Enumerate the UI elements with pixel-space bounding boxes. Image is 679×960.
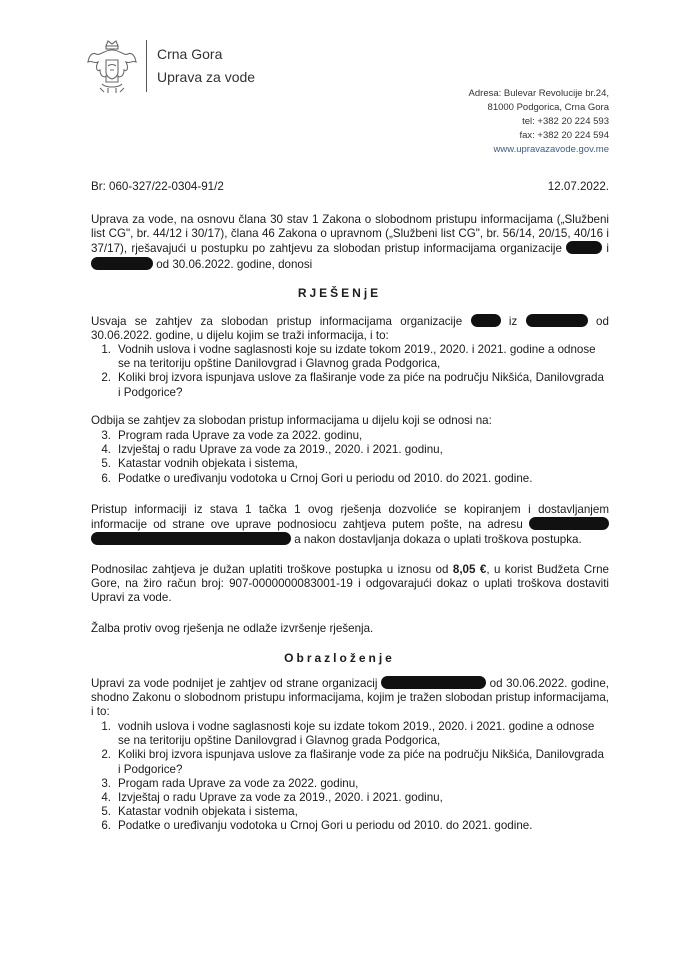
list-item: 6. Podatke o uređivanju vodotoka u Crnoj Gori u periodu od 2010. do 2021. godine. — [101, 471, 533, 485]
reject-paragraph: Odbija se zahtjev za slobodan pristup informacijama u dijelu koji se odnosi na: — [91, 414, 492, 427]
redacted-address — [91, 532, 291, 545]
requested-items-list — [91, 720, 609, 834]
address-line-1: Adresa: Bulevar Revolucije br.24, — [468, 88, 609, 99]
costs-paragraph: Podnosilac zahtjeva je dužan uplatiti troškove postupka u iznosu od 8,05 €, u korist Budžeta Crne Gore, na žiro račun broj: 907-0000000083001-19 i odgovarajući dokaz o uplati troškova dostaviti Upravi za vode. — [91, 563, 609, 605]
list-item: 6. Podatke o uređivanju vodotoka u Crnoj Gori u periodu od 2010. do 2021. godine. — [101, 819, 533, 833]
redacted-organization — [471, 314, 501, 327]
website-link[interactable]: www.upravazavode.gov.me — [493, 144, 609, 155]
list-item: 3. Progam rada Uprave za vode za 2022. godinu, — [101, 776, 359, 790]
approved-items-list — [91, 343, 609, 400]
country-name: Crna Gora — [157, 46, 223, 62]
agency-name: Uprava za vode — [157, 69, 256, 85]
contact-block — [469, 87, 609, 157]
list-item: 5. Katastar vodnih objekata i sistema, — [101, 805, 298, 819]
access-paragraph: Pristup informaciji iz stava 1 tačka 1 ovog rješenja dozvoliće se kopiranjem i dostavljanjem informacije od strane ove uprave podnosiocu zahtjeva putem pošte, na adresu a nakon dostavljanja dokaza o uplati troškova postupka. — [91, 503, 609, 547]
document-date: 12.07.2022. — [547, 180, 609, 193]
intro-paragraph: Uprava za vode, na osnovu člana 30 stav 1 Zakona o slobodnom pristupu informacijama („Službeni list CG", br. 44/12 i 30/17), člana 46 Zakona o upravnom („Službeni list CG", br. 56/14, 20/15, 40/16 i 37/17), rješavajući u postupku po zahtjevu za slobodan pristup informacijama organizacije i od 30.06.2022. godine, donosi — [91, 213, 609, 271]
decision-heading: RJEŠENjE — [297, 286, 382, 300]
redacted-location — [91, 257, 153, 270]
coat-of-arms-icon — [86, 38, 138, 94]
reference-number: Br: 060-327/22-0304-91/2 — [91, 180, 224, 193]
list-item: 4. Izvještaj o radu Uprave za vode za 2019., 2020. i 2021. godinu, — [101, 443, 443, 457]
cost-amount: 8,05 € — [452, 563, 487, 576]
redacted-location — [526, 314, 588, 327]
redacted-organization — [381, 676, 486, 689]
list-item: 3. Program rada Uprave za vode za 2022. godinu, — [101, 429, 363, 442]
redacted-organization — [566, 241, 602, 254]
address-line-2: 81000 Podgorica, Crna Gora — [487, 102, 609, 113]
fax: fax: +382 20 224 594 — [519, 130, 609, 141]
list-item: 1. vodnih uslova i vodne saglasnosti koje su izdate tokom 2019., 2020. i 2021. godine a odnose se na teritoriju opštine Danilovgrad i Glavnog grada Podgorica, — [101, 720, 595, 748]
approve-paragraph: Usvaja se zahtjev za slobodan pristup informacijama organizacije iz od 30.06.2022. godine, u dijelu kojim se traži informacija, i to: — [91, 315, 609, 343]
reasoning-paragraph: Upravi za vode podnijet je zahtjev od strane organizacij od 30.06.2022. godine, shodno Zakonu o slobodnom pristupu informacijama, kojim je tražen slobodan pristup informacijama, i to: — [91, 677, 609, 719]
telephone: tel: +382 20 224 593 — [522, 116, 609, 127]
list-item: 2. Koliki broj izvora ispunjava uslove za flaširanje vode za piće na području Nikšića, Danilovgrada i Podgorice? — [101, 371, 604, 399]
rejected-items-list — [91, 429, 609, 486]
appeal-note: Žalba protiv ovog rješenja ne odlaže izvršenje rješenja. — [91, 622, 374, 635]
list-item: 1. Vodnih uslova i vodne saglasnosti koje su izdate tokom 2019., 2020. i 2021. godine a odnose se na teritoriju opštine Danilovgrad i Glavnog grada Podgorica, — [101, 343, 596, 371]
reasoning-heading: Obrazloženje — [284, 651, 395, 665]
list-item: 5. Katastar vodnih objekata i sistema, — [101, 457, 298, 471]
list-item: 4. Izvještaj o radu Uprave za vode za 2019., 2020. i 2021. godinu, — [101, 791, 443, 805]
letterhead-divider — [146, 40, 147, 92]
list-item: 2. Koliki broj izvora ispunjava uslove za flaširanje vode za piće na području Nikšića, Danilovgrada i Podgorice? — [101, 748, 604, 776]
redacted-address — [529, 517, 609, 530]
